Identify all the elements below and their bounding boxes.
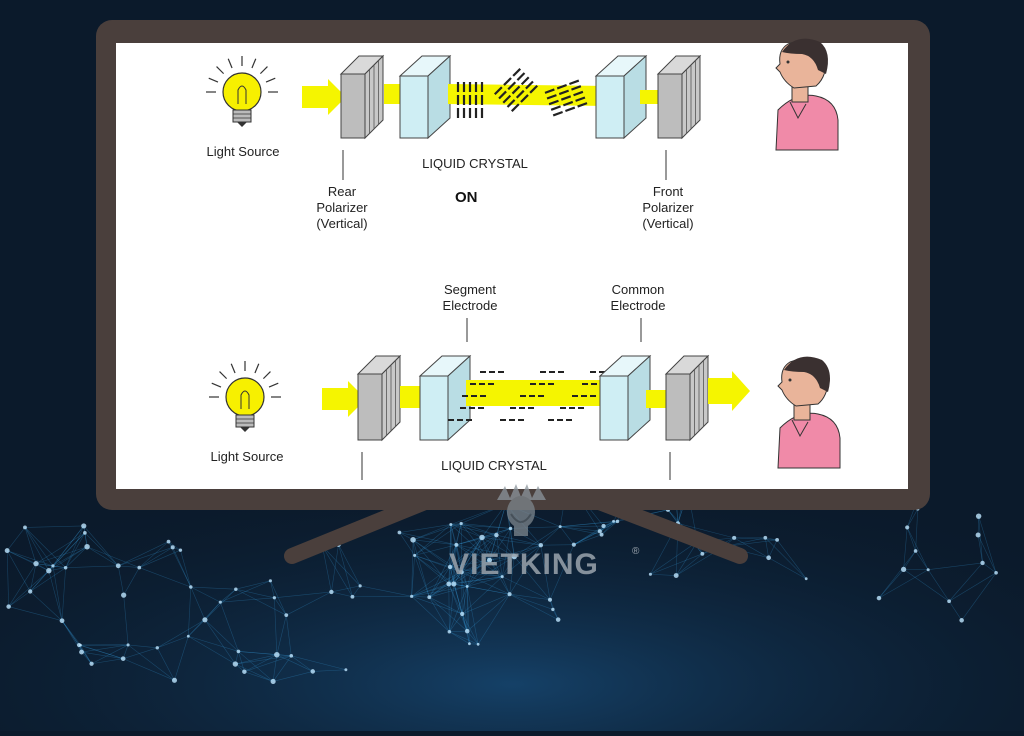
rear-polarizer-line-2: Polarizer xyxy=(300,200,384,216)
state-label: ON xyxy=(455,189,478,206)
segment-electrode-line-2: Electrode xyxy=(428,298,512,314)
segment-electrode-label xyxy=(428,282,512,314)
top-rear-polarizer xyxy=(341,56,383,138)
rear-polarizer-line-1: Rear xyxy=(300,184,384,200)
front-polarizer-line-2: Polarizer xyxy=(626,200,710,216)
bottom-front-polarizer xyxy=(666,356,708,440)
front-polarizer-line-3: (Vertical) xyxy=(626,216,710,232)
brand-name: VIETKING xyxy=(412,548,636,582)
top-light-source-label: Light Source xyxy=(198,144,288,160)
registered-mark: ® xyxy=(632,546,639,557)
bottom-common-glass xyxy=(600,356,650,440)
common-electrode-line-1: Common xyxy=(596,282,680,298)
common-electrode-line-2: Electrode xyxy=(596,298,680,314)
segment-electrode-line-1: Segment xyxy=(428,282,512,298)
front-polarizer-line-1: Front xyxy=(626,184,710,200)
rear-polarizer-line-3: (Vertical) xyxy=(300,216,384,232)
bottom-rear-polarizer xyxy=(358,356,400,440)
top-front-polarizer xyxy=(658,56,700,138)
front-polarizer-label xyxy=(626,184,710,232)
bottom-segment-glass xyxy=(420,356,470,440)
top-liquid-crystal-label: LIQUID CRYSTAL xyxy=(405,156,545,172)
common-electrode-label xyxy=(596,282,680,314)
bottom-light-source-label: Light Source xyxy=(202,449,292,465)
bottom-liquid-crystal-label: LIQUID CRYSTAL xyxy=(424,458,564,474)
rear-polarizer-label xyxy=(300,184,384,232)
